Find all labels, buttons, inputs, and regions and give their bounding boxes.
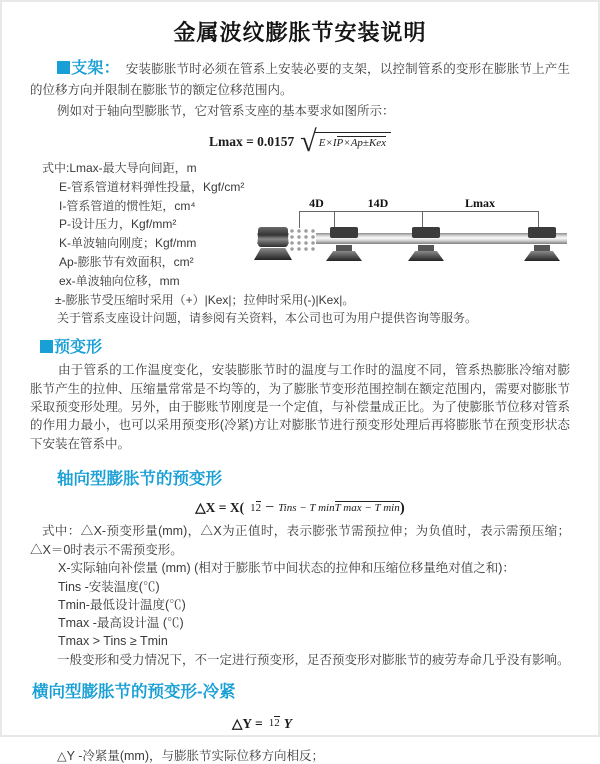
formula-lmax <box>30 125 570 158</box>
anchor-base-icon <box>254 248 292 260</box>
support-example-text: 例如对于轴向型膨胀节，它对管系支座的基本要求如图所示： <box>57 104 395 118</box>
anchor-support-icon <box>258 227 288 247</box>
support-intro-text: 安装膨胀节时必须在管系上安装必要的支架，以控制管系的变形在膨胀节上产生的位移方向并限制在膨胀节的额定位移范围内。 <box>30 62 570 97</box>
definition-line: ex-单波轴向位移，mm <box>59 273 180 288</box>
predeform-body-text: 由于管系的工作温度变化，安装膨胀节时的温度与工作时的温度不同，管系热膨胀冷缩对膨胀节产生的拉伸、压缩量常常是不均等的，为了膨胀节变形范围控制在额定范围内，需要对膨胀节采取预变形处理。另外，由于膨账节刚度是一个定值，与补偿量成正比。为了使膨胀节位移对管系的作用力最小，也可以采用预变形(冷紧)方让对膨胀节进行预变形处理后再将膨胀节在预变形状态下安装在管系中。 <box>30 363 570 451</box>
fraction-half: 12 <box>268 717 280 730</box>
formula-dx-lhs: △X = X( <box>195 500 245 516</box>
dimension-label-14d: 14D <box>367 196 389 210</box>
pipe-support-diagram <box>252 195 574 275</box>
predeform-section-heading <box>40 334 570 357</box>
support-note-text: 关于管系支座设计问题，请参阅有关资料，本公司也可为用户提供咨询等服务。 <box>57 311 478 326</box>
bellows-icon <box>289 228 316 252</box>
axial-subheading: 轴向型膨胀节的预变形 <box>57 470 222 489</box>
definition-line: I-管系管道的惯性矩，cm⁴ <box>59 198 196 213</box>
lateral-desc-text: △Y -冷紧量(mm)，与膨胀节实际位移方向相反； <box>57 748 325 763</box>
radical-sign-icon: √ <box>300 125 317 158</box>
formula-lmax-lhs: Lmax = 0.0157 <box>208 133 295 149</box>
definition-line: Tmax > Tins ≥ Tmin <box>58 634 168 649</box>
pipe-guide-icon <box>326 227 362 259</box>
section-marker-icon <box>57 61 70 74</box>
support-section-heading: 支架： <box>71 60 120 77</box>
formula-dy-rhs: Y <box>283 715 292 731</box>
page-title: 金属波纹膨胀节安装说明 <box>173 20 427 45</box>
definition-line: Tins -安装温度(℃) <box>58 579 160 594</box>
minus-sign: − <box>265 499 275 517</box>
definition-line: K-单波轴向刚度；Kgf/mm <box>59 236 197 251</box>
definition-line: P-设计压力，Kgf/mm² <box>59 217 177 232</box>
formula-lmax-denominator: P×Ap±Kex <box>336 136 387 149</box>
formula-dy-lhs: △Y = <box>232 715 263 731</box>
definition-line: Ap-膨胀节有效面积，cm² <box>59 254 194 269</box>
pipe-guide-icon <box>524 227 560 259</box>
formula-lmax-numerator: E×I <box>318 136 337 149</box>
support-intro-paragraph <box>30 58 570 101</box>
radical <box>300 125 391 158</box>
lateral-subheading: 横向型膨胀节的预变形-冷紧 <box>32 682 236 701</box>
definition-line: 式中:Lmax-最大导向间距，m <box>42 161 197 175</box>
fraction-half: 12 <box>250 501 262 514</box>
axial-definitions <box>30 559 570 650</box>
definition-line: X-实际轴向补偿量 (mm) (相对于膨胀节中间状态的拉伸和压缩位移量绝对值之和)： <box>58 561 515 576</box>
definition-line: E-管系管道材料弹性投量，Kgf/cm² <box>59 179 245 194</box>
definition-line: Tmin-最低设计温度(℃) <box>58 597 186 612</box>
formula-delta-x <box>30 499 570 517</box>
definition-line: ±-膨胀节受压缩时采用（+）|Kex|；拉伸时采用(-)|Kex|。 <box>55 292 355 307</box>
axial-note-text: 一般变形和受力情况下，不一定进行预变形，足否预变形对膨胀节的疲劳寿命几乎没有影响。 <box>57 652 570 667</box>
axial-desc-text: 式中：△X-预变形量(mm)，△X为正值时，表示膨张节需预拉伸；为负值时，表示需预压缩；△X＝0时表示不需预变形。 <box>30 524 570 557</box>
pipe-guide-icon <box>408 227 444 259</box>
formula-delta-y <box>30 715 500 733</box>
section-marker-icon <box>40 340 53 353</box>
predeform-heading-text: 预变形 <box>54 339 103 357</box>
definition-line: Tmax -最高设计温 (℃) <box>58 616 184 631</box>
dimension-label-lmax: Lmax <box>465 196 495 210</box>
right-paren: ) <box>399 500 405 517</box>
fraction-temperature: Tins − T minT max − T min <box>278 501 400 514</box>
dimension-label-4d: 4D <box>309 196 324 210</box>
